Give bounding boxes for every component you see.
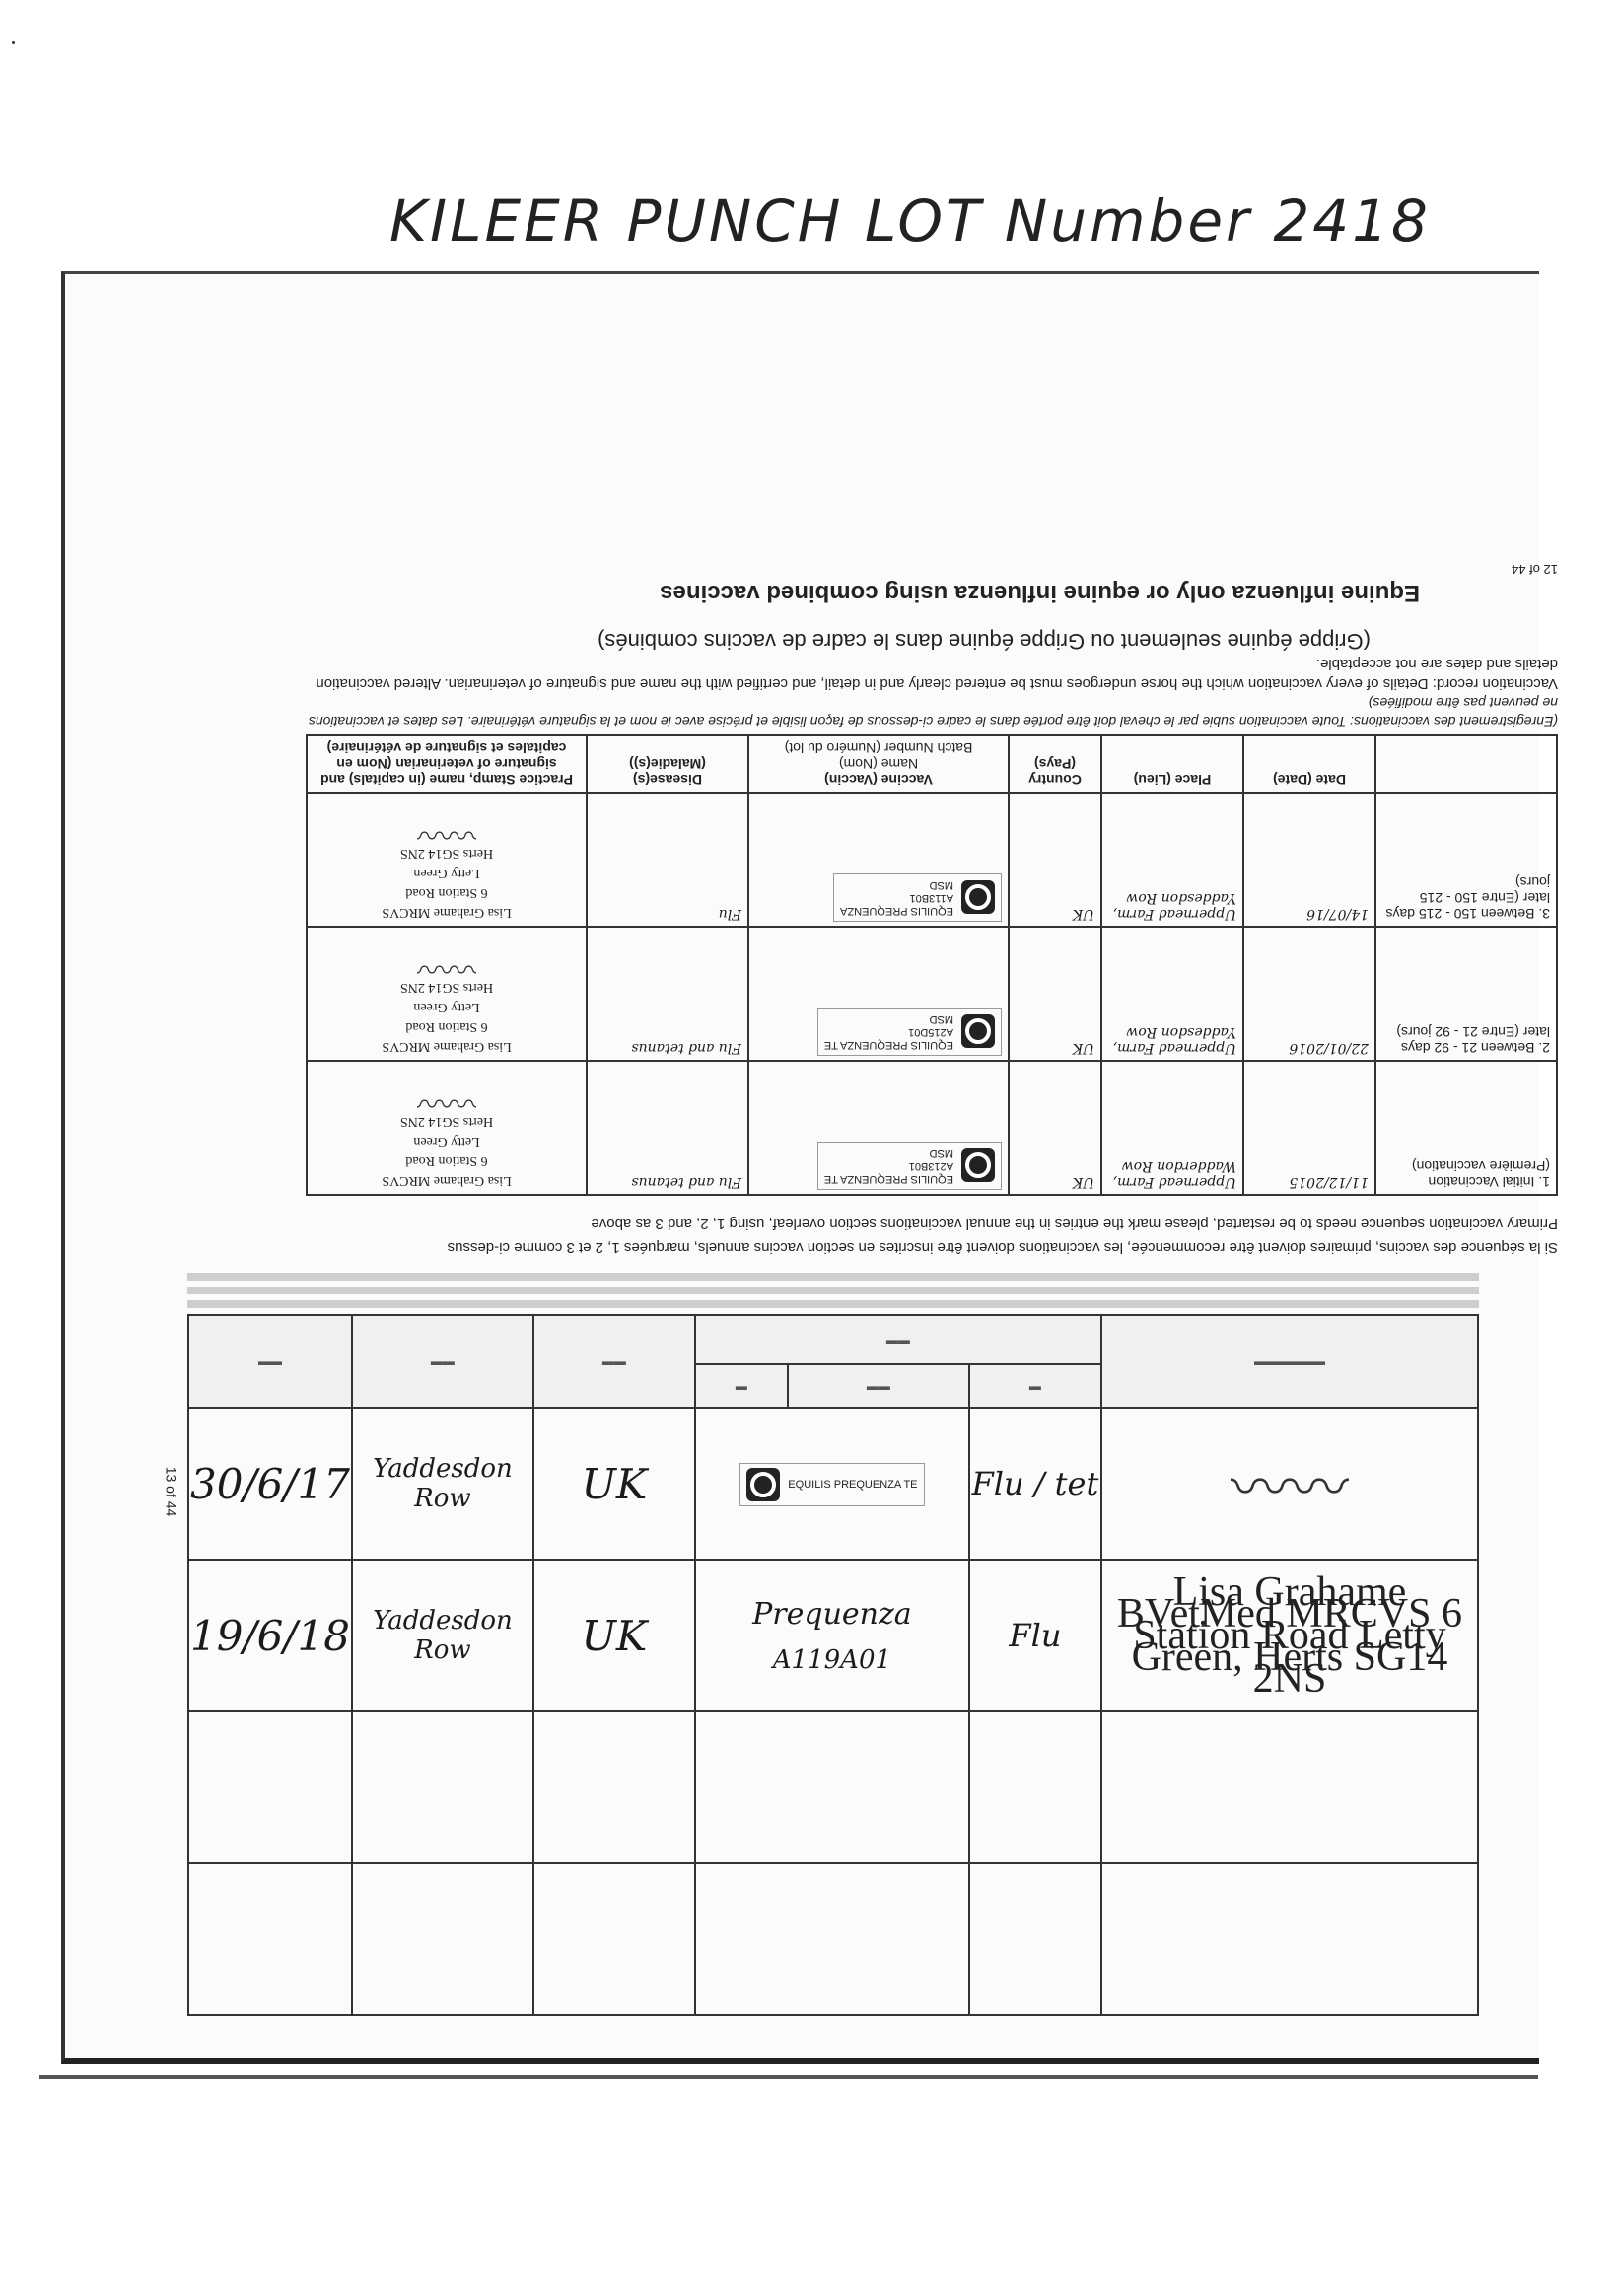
table-header-row (188, 1315, 1478, 1364)
diseases-cell: Flu (587, 793, 748, 927)
batch-number: A113B01 (909, 892, 953, 904)
restart-instruction-fr: Si la séquence des vaccins, primaires doivent être recommencée, les vaccinations doivent être inscrites en section vaccins annuels, marquées 1, 2 et 3 comme ci-dessus (447, 1239, 1558, 1256)
table-row (188, 1560, 1478, 1711)
stamp-line: Herts SG14 2NS (399, 980, 494, 995)
col-header-batch: ▬▬ (788, 1364, 969, 1408)
vet-stamp (307, 793, 587, 927)
stamp-line: 6 Station Road (405, 885, 488, 900)
table-row (307, 927, 1557, 1061)
stamp-line: Herts SG14 2NS (399, 1114, 494, 1129)
diseases-cell: Flu and tetanus (587, 1061, 748, 1195)
country-cell: UK (1009, 927, 1101, 1061)
signature-icon: 〰〰 (417, 817, 476, 850)
blurred-text-line (187, 1300, 1479, 1308)
vaccine-sticker (817, 1142, 1002, 1190)
place-cell: Uppernead Farm, Yaddesdon Row (1101, 793, 1243, 927)
signature-icon: 〰〰 (1230, 1455, 1349, 1521)
stamp-line: Lisa Grahame MRCVS (382, 905, 512, 920)
vaccine-sticker (817, 1008, 1002, 1056)
table-row (307, 1061, 1557, 1195)
vaccine-header: Vaccine (Vaccin) (824, 772, 933, 788)
vaccine-sticker (833, 873, 1002, 922)
page-bottom-rule (39, 2075, 1538, 2079)
date-cell: 14/07/16 (1243, 793, 1375, 927)
record-text: Vaccination record: Details of every vaccination which the horse undergoes must be entered clearly and in detail, and certified with the name and signature of veterinarian. Altered vaccination details and dates are not acceptable. (316, 656, 1558, 692)
vaccine-logo-icon (961, 1015, 995, 1049)
col-header-stamp: ▬▬▬▬▬▬ (1101, 1315, 1478, 1408)
batch-number: A119A01 (772, 1644, 892, 1675)
stamp-line: Letty Green (413, 1000, 480, 1014)
vet-stamp (307, 1061, 587, 1195)
section-heading: Equine influenza only or equine influenza using combined vaccines (660, 580, 1420, 606)
diseases-cell: Flu (969, 1560, 1101, 1711)
vaccine-name: EQUILIS PREQUENZA (840, 905, 953, 917)
page-number: 12 of 44 (1512, 562, 1558, 577)
country-cell (533, 1711, 695, 1863)
diseases-cell (969, 1863, 1101, 2015)
vaccine-cell (695, 1560, 969, 1711)
col-header-vaccine (748, 735, 1009, 793)
diseases-cell: Flu / tet (969, 1408, 1101, 1560)
vet-stamp (307, 927, 587, 1061)
restart-instruction: Primary vaccination sequence needs to be restarted, please mark the entries in the annual vaccinations section overleaf, using 1, 2, and 3 as above (591, 1216, 1558, 1232)
diseases-cell (969, 1711, 1101, 1863)
vaccine-logo-icon (746, 1468, 780, 1501)
table-row (188, 1711, 1478, 1863)
section-subheading: (Grippe équine seulement ou Grippe équine dans le cadre de vaccins combinés) (598, 629, 1371, 654)
country-cell: UK (533, 1408, 695, 1560)
stamp-line: 6 Station Road (405, 1019, 488, 1034)
place-cell: Uppernead Farm, Wadderdon Row (1101, 1061, 1243, 1195)
date-cell (188, 1863, 352, 2015)
vaccine-name: Prequenza (752, 1596, 912, 1632)
row-label: 2. Between 21 - 92 days later (Entre 21 - 92 jours) (1375, 927, 1557, 1061)
manufacturer: MSD (929, 879, 953, 891)
col-header-diseases: Disease(s) (Maladie(s)) (587, 735, 748, 793)
row-label: 1. Initial Vaccination (Première vaccination) (1375, 1061, 1557, 1195)
place-cell (352, 1863, 533, 2015)
lower-page-number: 13 of 44 (163, 1466, 179, 1517)
col-header-diseases: ▬ (969, 1364, 1101, 1408)
vaccine-cell (748, 793, 1009, 927)
country-cell: UK (1009, 793, 1101, 927)
place-cell (352, 1711, 533, 1863)
date-cell: 30/6/17 (188, 1408, 352, 1560)
col-header-date: ▬▬ (188, 1315, 352, 1408)
vet-stamp (1101, 1863, 1478, 2015)
col-header-vaccine: ▬▬ (695, 1315, 1101, 1364)
col-header-name: ▬ (695, 1364, 788, 1408)
date-cell (188, 1711, 352, 1863)
col-header-date: Date (Date) (1243, 735, 1375, 793)
place-cell: Yaddesdon Row (352, 1560, 533, 1711)
annual-vaccinations-section (187, 1267, 1479, 2016)
blurred-text-line (187, 1273, 1479, 1281)
stamp-line: Lisa Grahame MRCVS (382, 1173, 512, 1188)
col-header-country: Country (Pays) (1009, 735, 1101, 793)
table-row (188, 1863, 1478, 2015)
date-cell: 11/12/2015 (1243, 1061, 1375, 1195)
col-header-place: Place (Lieu) (1101, 735, 1243, 793)
place-cell: Uppernead Farm, Yaddesdon Row (1101, 927, 1243, 1061)
primary-vaccination-table (306, 734, 1558, 1196)
vet-stamp (1101, 1408, 1478, 1560)
table-row (307, 793, 1557, 927)
manufacturer: MSD (929, 1148, 953, 1159)
signature-icon: 〰〰 (417, 1085, 476, 1118)
diseases-cell: Flu and tetanus (587, 927, 748, 1061)
batch-number: A215D01 (908, 1026, 953, 1038)
col-header-country: ▬▬ (533, 1315, 695, 1408)
vet-stamp: Lisa Grahame BVetMed MRCVS 6 Station Road Letty Green, Herts SG14 2NS (1101, 1560, 1478, 1711)
country-cell (533, 1863, 695, 2015)
stamp-line: Letty Green (413, 866, 480, 880)
upper-page-rotated (296, 389, 1558, 1257)
manufacturer: MSD (929, 1013, 953, 1025)
vaccine-cell (695, 1408, 969, 1560)
blurred-text-line (187, 1287, 1479, 1294)
table-row (188, 1408, 1478, 1560)
vaccine-name: EQUILIS PREQUENZA TE (788, 1478, 918, 1491)
batch-header: Batch Number (Numéro du lot) (784, 740, 973, 756)
date-cell: 19/6/18 (188, 1560, 352, 1711)
col-header-place: ▬▬ (352, 1315, 533, 1408)
date-cell: 22/01/2016 (1243, 927, 1375, 1061)
vaccine-sticker (739, 1463, 924, 1506)
country-cell: UK (533, 1560, 695, 1711)
name-header: Name (Nom) (838, 756, 919, 772)
row-label: 3. Between 150 - 215 days later (Entre 150 - 215 jours) (1375, 793, 1557, 927)
vaccine-cell (695, 1863, 969, 2015)
scan-speck (12, 41, 15, 44)
annual-vaccination-table (187, 1314, 1479, 2016)
vaccine-cell (748, 1061, 1009, 1195)
vaccine-logo-icon (961, 881, 995, 915)
stamp-line: 6 Station Road (405, 1153, 488, 1168)
col-header-stamp: Practice Stamp, name (in capitals) and signature of veterinarian (Nom en capitales et signature de vétérinaire) (307, 735, 587, 793)
vaccine-name: EQUILIS PREQUENZA TE (823, 1039, 953, 1051)
stamp-line: Letty Green (413, 1134, 480, 1148)
stamp-line: Lisa Grahame MRCVS (382, 1039, 512, 1054)
handwritten-header: KILEER PUNCH LOT Number 2418 (389, 187, 1431, 254)
vaccine-logo-icon (961, 1149, 995, 1183)
batch-number: A213B01 (908, 1160, 953, 1172)
place-cell: Yaddesdon Row (352, 1408, 533, 1560)
vet-stamp (1101, 1711, 1478, 1863)
country-cell: UK (1009, 1061, 1101, 1195)
record-text-fr: (Enregistrement des vaccinations: Toute vaccination subie par le cheval doit être portée dans le cadre ci-dessous de façon lisible et précise avec le nom et la signature vétérinaire. Les dates et vaccinations ne peuvent pas être modifiées) (308, 695, 1558, 730)
table-header-row (307, 735, 1557, 793)
stamp-line: Herts SG14 2NS (399, 846, 494, 861)
vaccine-name: EQUILIS PREQUENZA TE (823, 1173, 953, 1185)
signature-icon: 〰〰 (417, 951, 476, 984)
col-header-blank (1375, 735, 1557, 793)
vaccine-cell (748, 927, 1009, 1061)
vaccine-cell (695, 1711, 969, 1863)
